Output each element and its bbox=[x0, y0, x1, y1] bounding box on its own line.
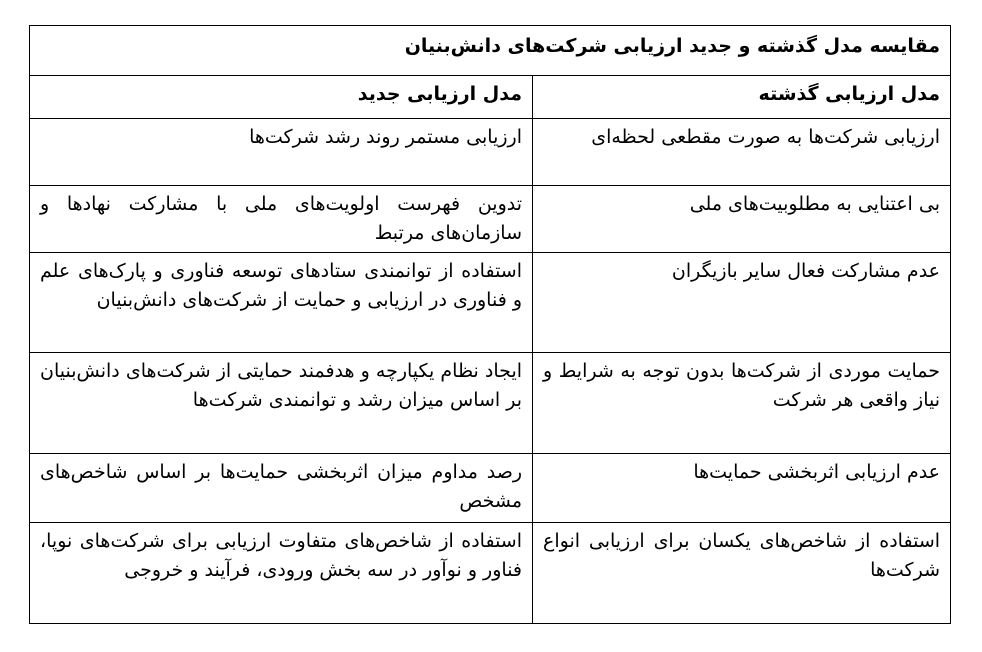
comparison-table bbox=[29, 25, 951, 624]
cell-old-model: حمایت موردی از شرکت‌ها بدون توجه به شرایط و نیاز واقعی هر شرکت bbox=[533, 353, 951, 454]
table-row bbox=[30, 454, 951, 523]
document-page bbox=[29, 25, 950, 624]
cell-new-model: استفاده از شاخص‌های متفاوت ارزیابی برای شرکت‌های نوپا، فناور و نوآور در سه بخش ورودی، فرآیند و خروجی bbox=[30, 523, 533, 624]
cell-old-model: استفاده از شاخص‌های یکسان برای ارزیابی انواع شرکت‌ها bbox=[533, 523, 951, 624]
table-row bbox=[30, 119, 951, 186]
table-title: مقایسه مدل گذشته و جدید ارزیابی شرکت‌های دانش‌بنیان bbox=[30, 26, 951, 76]
cell-new-model: رصد مداوم میزان اثربخشی حمایت‌ها بر اساس شاخص‌های مشخص bbox=[30, 454, 533, 523]
cell-old-model: عدم مشارکت فعال سایر بازیگران bbox=[533, 253, 951, 353]
table-row bbox=[30, 253, 951, 353]
header-new-model: مدل ارزیابی جدید bbox=[30, 76, 533, 119]
table-row bbox=[30, 186, 951, 253]
header-row bbox=[30, 76, 951, 119]
cell-new-model: استفاده از توانمندی ستادهای توسعه فناوری و پارک‌های علم و فناوری در ارزیابی و حمایت از شرکت‌های دانش‌بنیان bbox=[30, 253, 533, 353]
cell-new-model: تدوین فهرست اولویت‌های ملی با مشارکت نهادها و سازمان‌های مرتبط bbox=[30, 186, 533, 253]
title-row bbox=[30, 26, 951, 76]
header-old-model: مدل ارزیابی گذشته bbox=[533, 76, 951, 119]
table-row bbox=[30, 523, 951, 624]
table-row bbox=[30, 353, 951, 454]
cell-new-model: ایجاد نظام یکپارچه و هدفمند حمایتی از شرکت‌های دانش‌بنیان بر اساس میزان رشد و توانمندی شرکت‌ها bbox=[30, 353, 533, 454]
cell-old-model: ارزیابی شرکت‌ها به صورت مقطعی لحظه‌ای bbox=[533, 119, 951, 186]
cell-old-model: بی اعتنایی به مطلوبیت‌های ملی bbox=[533, 186, 951, 253]
cell-old-model: عدم ارزیابی اثربخشی حمایت‌ها bbox=[533, 454, 951, 523]
cell-new-model: ارزیابی مستمر روند رشد شرکت‌ها bbox=[30, 119, 533, 186]
